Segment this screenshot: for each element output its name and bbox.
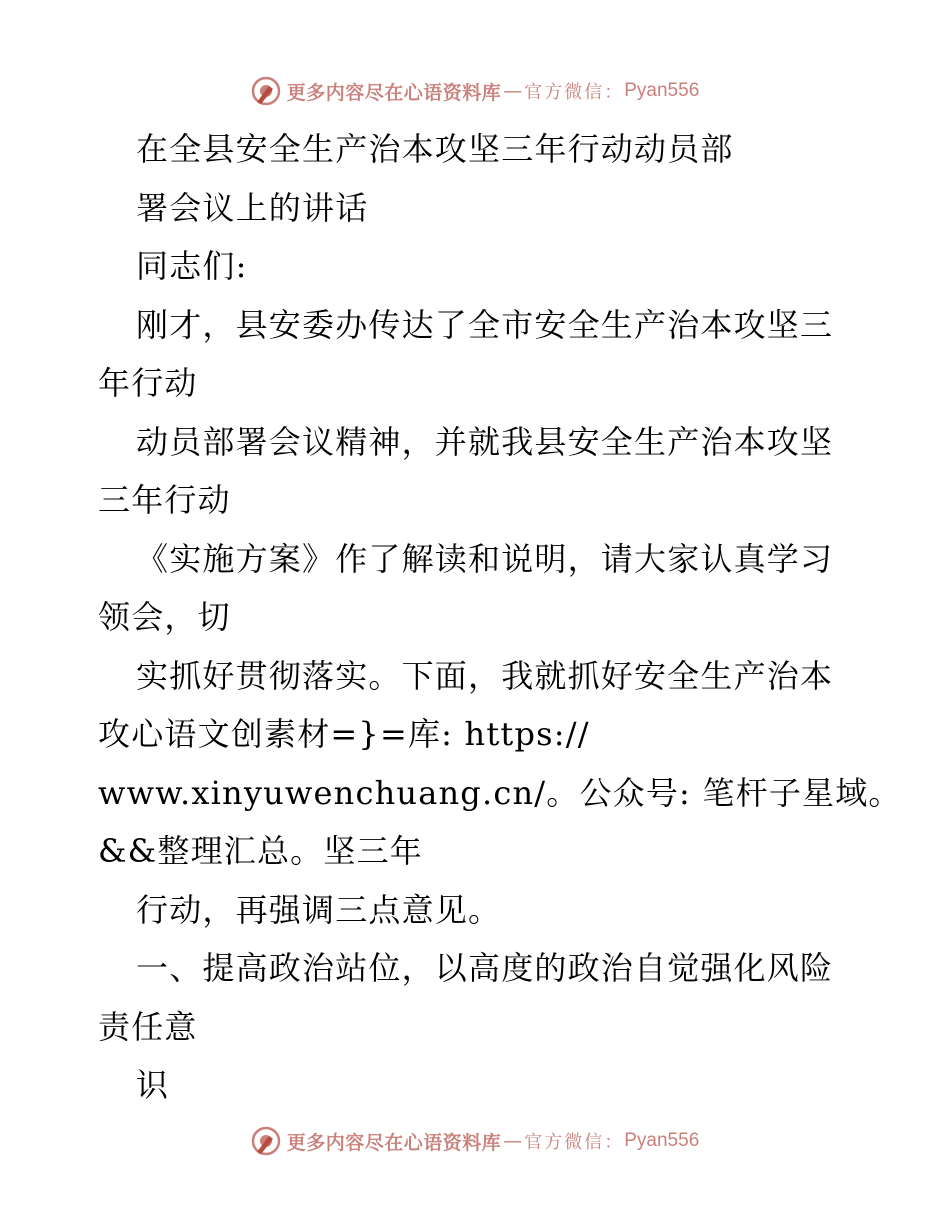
paragraph-line: 实抓好贯彻落实。下面，我就抓好安全生产治本 — [136, 656, 834, 695]
paragraph-line: 领会，切 — [98, 598, 231, 636]
header-watermark — [0, 74, 950, 108]
paragraph-line: 行动，再强调三点意见。 — [136, 890, 502, 929]
section-heading-line: 责任意 — [98, 1007, 198, 1046]
salutation: 同志们: — [136, 247, 248, 285]
paragraph-line: 《实施方案》作了解读和说明，请大家认真学习 — [136, 539, 834, 578]
watermark-dash: — — [503, 80, 523, 102]
title-line-2: 署会议上的讲话 — [136, 188, 369, 227]
footer-watermark — [0, 1124, 950, 1158]
watermark-wechat-id: Pyan556 — [624, 1130, 700, 1151]
paragraph-line: 年行动 — [98, 364, 198, 402]
paragraph-line: 动员部署会议精神，并就我县安全生产治本攻坚 — [136, 422, 834, 461]
paragraph-line: 三年行动 — [98, 481, 231, 519]
watermark-dash: — — [503, 1130, 523, 1152]
watermark-official-label: 官方微信： — [524, 82, 625, 103]
paragraph-line: www.xinyuwenchuang.cn/。公众号: 笔杆子星域。 — [98, 773, 902, 812]
watermark-main-text: 更多内容尽在心语资料库 — [286, 81, 502, 104]
paragraph-line: 刚才，县安委办传达了全市安全生产治本攻坚三 — [136, 305, 834, 344]
watermark-wechat-id: Pyan556 — [624, 80, 700, 101]
pen-circle-logo-icon — [251, 76, 281, 106]
paragraph-line: &&整理汇总。坚三年 — [98, 832, 423, 870]
watermark-official-label: 官方微信： — [524, 1132, 625, 1153]
section-heading-line: 一、提高政治站位，以高度的政治自觉强化风险 — [136, 949, 834, 987]
title-line-1: 在全县安全生产治本攻坚三年行动动员部 — [136, 130, 734, 168]
pen-circle-logo-icon — [251, 1126, 281, 1156]
document-body — [98, 120, 902, 1115]
section-heading-line: 识 — [136, 1066, 170, 1104]
watermark-main-text: 更多内容尽在心语资料库 — [286, 1131, 502, 1154]
paragraph-line: 攻心语文创素材=}=库: https:// — [98, 715, 590, 753]
